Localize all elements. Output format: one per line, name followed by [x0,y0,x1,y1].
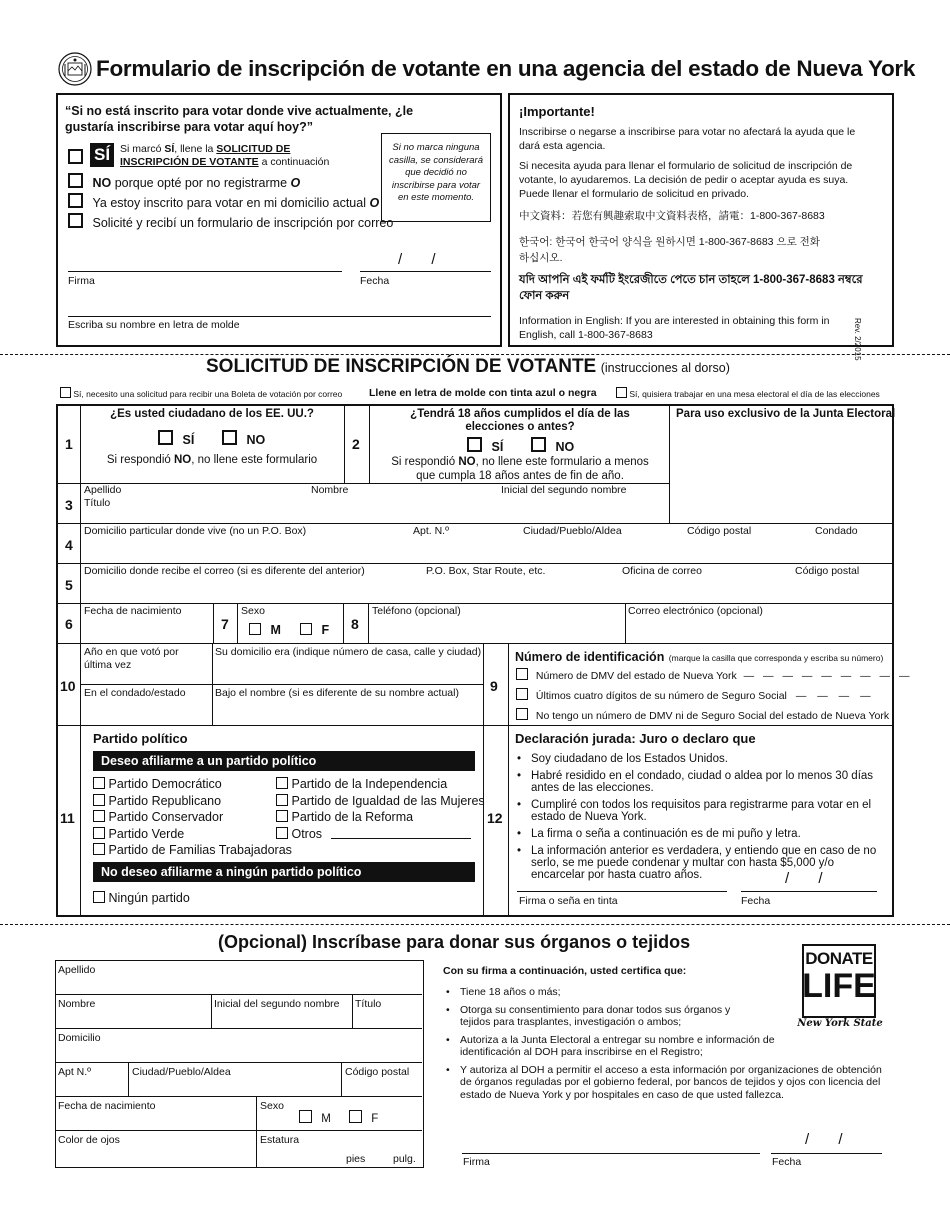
party-working-families[interactable]: Partido de Familias Trabajadoras [93,842,273,859]
party-womens-equality-checkbox[interactable] [276,794,288,806]
organ-apt-label: Apt N.º [58,1066,92,1078]
field-number-11: 11 [60,810,75,826]
citizen-no-checkbox[interactable] [222,430,237,445]
organ-eye-color-label: Color de ojos [58,1134,120,1146]
id-dmv-option[interactable]: Número de DMV del estado de Nueva York — — — — — — — — — [516,668,912,682]
organ-title: (Opcional) Inscríbase para donar sus órganos o tejidos [218,932,691,952]
affidavit-date-label: Fecha [741,895,771,907]
party-reform-checkbox[interactable] [276,810,288,822]
phone-label: Teléfono (opcional) [372,605,461,617]
age-no[interactable]: NO [531,437,574,454]
top-date-slashes: / / [398,251,436,268]
id-none-option[interactable]: No tengo un número de DMV ni de Seguro Social del estado de Nueva York [516,708,889,722]
requested-form-checkbox[interactable] [68,213,83,228]
revision-date: Rev. 2/2015 [853,318,862,361]
party-green[interactable]: Partido Verde [93,826,273,843]
organ-sex-f-checkbox[interactable] [349,1110,362,1123]
ny-state-seal-icon [58,52,92,86]
organ-dob-label: Fecha de nacimiento [58,1100,156,1112]
page-title: Formulario de inscripción de votante en una agencia del estado de Nueva York [96,56,916,81]
already-registered-option[interactable]: Ya estoy inscrito para votar en mi domicilio actual O [68,193,379,210]
poll-worker-checkbox[interactable] [616,387,627,398]
last-voted-label: Año en que votó por última vez [84,646,179,671]
age-yes[interactable]: SÍ [467,437,503,454]
citizen-no[interactable]: NO [222,430,265,447]
already-registered-checkbox[interactable] [68,193,83,208]
prev-name-label: Bajo el nombre (si es diferente de su nombre actual) [215,687,459,699]
donate-life-logo-bottom: New York State [797,1018,883,1029]
organ-sex-m[interactable]: M [299,1110,331,1125]
party-republican-checkbox[interactable] [93,794,105,806]
board-use-only: Para uso exclusivo de la Junta Electoral [676,408,896,420]
party-womens-equality[interactable]: Partido de Igualdad de las Mujeres [276,793,486,810]
party-reform[interactable]: Partido de la Reforma [276,809,486,826]
party-working-families-checkbox[interactable] [93,843,105,855]
party-left-list [93,776,292,859]
party-independence-checkbox[interactable] [276,777,288,789]
organ-sex-m-checkbox[interactable] [299,1110,312,1123]
certify-item: • Tiene 18 años o más; [446,986,791,999]
party-conservative-checkbox[interactable] [93,810,105,822]
organ-last-name-label: Apellido [58,964,96,976]
field-number-7: 7 [221,616,229,632]
affidavit-item: • La información anterior es verdadera, y entiendo que en caso de no serlo, se me puede condenar y multar con hasta $5,000 y/o encarcelar por hasta cuatro años. [517,845,885,881]
field-number-3: 3 [65,497,73,513]
apt-label: Apt. N.º [413,525,449,537]
organ-signature-label: Firma [463,1156,490,1168]
organ-sex-label: Sexo [260,1100,284,1112]
citizen-note: Si respondió NO, no llene este formulario [106,454,318,466]
party-bar: Deseo afiliarme a un partido político [93,751,475,771]
application-title: SOLICITUD DE INSCRIPCIÓN DE VOTANTE (instrucciones al dorso) [202,356,734,378]
absentee-option[interactable]: Sí, necesito una solicitud para recibir una Boleta de votación por correo [60,387,342,399]
id-dmv-checkbox[interactable] [516,668,528,680]
party-democratic[interactable]: Partido Democrático [93,776,273,793]
english-note: Information in English: If you are interested in obtaining this form in English, call 1-800-367-8683 [519,315,830,341]
party-green-checkbox[interactable] [93,827,105,839]
certify-item: • Y autoriza al DOH a permitir el acceso a esta información por organizaciones de obtención de órganos reguladas por el gobierno federal, por bancos de tejidos y ojos con licencia del estado de Nueva York y por hospitales en caso de que usted fallezca. [446,1064,891,1102]
county-label: Condado [815,525,858,537]
field-number-10: 10 [60,678,76,694]
home-address-label: Domicilio particular donde vive (no un P.O. Box) [84,525,307,537]
no-party-option[interactable]: Ningún partido [93,891,190,905]
party-title: Partido político [93,731,188,746]
organ-middle-initial-label: Inicial del segundo nombre [214,998,340,1010]
id-number-title: Número de identificación (marque la casilla que corresponda y escriba su número) [515,650,884,664]
post-office-label: Oficina de correo [622,565,702,577]
registration-question: “Si no está inscrito para votar donde vive actualmente, ¿le gustaría inscribirse para votar aquí hoy?” [65,104,414,134]
party-other[interactable]: Otros [276,826,486,843]
age-no-checkbox[interactable] [531,437,546,452]
field-number-9: 9 [490,678,498,694]
email-label: Correo electrónico (opcional) [628,605,763,617]
no-checkbox[interactable] [68,173,83,188]
organ-inches-label: pulg. [393,1153,416,1165]
affidavit-item: • Habré residido en el condado, ciudad o aldea por lo menos 30 días antes de las elecciones. [517,770,885,794]
party-democratic-checkbox[interactable] [93,777,105,789]
bengali-note: যদি আপনি এই ফর্মটি ইংরেজীতে পেতে চান তাহলে 1-800-367-8683 নম্বরে ফোন করুন [519,274,863,302]
certify-item: • Autoriza a la Junta Electoral a entregar su nombre e información de identificación al DOH para inscribirse en el Registro; [446,1034,791,1059]
field-number-2: 2 [352,436,360,452]
donate-life-logo-mid: LIFE [802,967,876,1005]
sex-f-checkbox[interactable] [300,623,312,635]
field-number-4: 4 [65,537,73,553]
organ-suffix-label: Título [355,998,382,1010]
po-box-label: P.O. Box, Star Route, etc. [426,565,546,577]
sex-label: Sexo [241,605,265,617]
field-number-5: 5 [65,577,73,593]
middle-initial-label: Inicial del segundo nombre [501,484,627,496]
field-number-1: 1 [65,436,73,452]
poll-worker-option[interactable]: Sí, quisiera trabajar en una mesa electoral el día de las elecciones [616,387,880,399]
field-number-8: 8 [351,616,359,632]
sex-f[interactable]: F [300,623,329,637]
age-note: Si respondió NO, no llene este formulario a menos que cumpla 18 años antes de fin de año. [391,456,649,482]
age-yes-checkbox[interactable] [467,437,482,452]
no-party-checkbox[interactable] [93,891,105,903]
citizen-question: ¿Es usted ciudadano de los EE. UU.? [110,408,314,420]
requested-form-option[interactable]: Solicité y recibí un formulario de inscripción por correo [68,213,393,230]
organ-sex-f[interactable]: F [349,1110,378,1125]
no-option[interactable]: NO porque opté por no registrarme O [68,173,300,190]
last-name-label: Apellido [84,484,122,496]
affidavit-date-slashes: / / [785,870,823,887]
chinese-note: 中文資料：若您有興趣索取中文資料表格，請電：1-800-367-8683 [519,210,825,222]
organ-city-label: Ciudad/Pueblo/Aldea [132,1066,231,1078]
organ-date-slashes: / / [805,1131,843,1148]
party-independence[interactable]: Partido de la Independencia [276,776,486,793]
korean-note: 한국어: 한국어 한국어 양식을 원하시면 1-800-367-8683 으로 전화 하십시오. [519,236,820,264]
zip-label: Código postal [687,525,752,537]
certify-heading: Con su firma a continuación, usted certifica que: [443,965,687,977]
affidavit-item: • La firma o seña a continuación es de mi puño y letra. [517,828,885,840]
party-right-list [276,776,486,842]
important-p2: Si necesita ayuda para llenar el formulario de solicitud de inscripción de votante, lo ayudaremos. La decisión de pedir o aceptar ayuda es suya. Puede llenar el formulario de solicitud en privado. [519,160,853,200]
id-none-checkbox[interactable] [516,708,528,720]
certify-item: • Otorga su consentimiento para donar todos sus órganos y tejidos para trasplantes, investigación o ambos; [446,1004,746,1029]
organ-date-label: Fecha [772,1156,802,1168]
fill-note: Llene en letra de molde con tinta azul o negra [369,387,597,399]
organ-first-name-label: Nombre [58,998,96,1010]
citizen-yes[interactable]: SÍ [158,430,194,447]
yes-instruction: Si marcó SÍ, llene la SOLICITUD DE INSCRIPCIÓN DE VOTANTE a continuación [120,143,330,168]
affidavit-title: Declaración jurada: Juro o declaro que [515,731,756,746]
donate-life-logo [796,944,884,1032]
organ-height-label: Estatura [260,1134,300,1146]
id-ssn-checkbox[interactable] [516,688,528,700]
top-date-label: Fecha [360,275,390,287]
print-name-label: Escriba su nombre en letra de molde [68,319,240,331]
cut-line-top [0,354,950,355]
prev-county-label: En el condado/estado [84,687,186,699]
field-number-12: 12 [487,810,503,826]
affidavit-item: • Cumpliré con todos los requisitos para registrarme para votar en el estado de Nueva York. [517,799,885,823]
organ-feet-label: pies [346,1153,366,1165]
organ-address-label: Domicilio [58,1032,101,1044]
no-party-bar: No deseo afiliarme a ningún partido político [93,862,475,882]
no-selection-note: Si no marca ninguna casilla, se considerará que decidió no inscribirse para votar en este momento. [381,133,491,222]
first-name-label: Nombre [311,484,349,496]
party-republican[interactable]: Partido Republicano [93,793,273,810]
top-signature-label: Firma [68,275,95,287]
zip2-label: Código postal [795,565,860,577]
citizen-yes-checkbox[interactable] [158,430,173,445]
important-p1: Inscribirse o negarse a inscribirse para votar no afectará la ayuda que le dará esta agencia. [519,126,856,152]
sex-m-checkbox[interactable] [249,623,261,635]
suffix-label: Título [84,497,111,509]
affidavit-item: • Soy ciudadano de los Estados Unidos. [517,753,885,765]
cut-line-bottom [0,924,950,925]
mail-address-label: Domicilio donde recibe el correo (si es diferente del anterior) [84,565,365,577]
sex-m[interactable]: M [249,623,281,637]
party-conservative[interactable]: Partido Conservador [93,809,273,826]
yes-checkbox[interactable] [68,149,83,164]
donate-life-logo-top: DONATE [805,949,873,968]
dob-label: Fecha de nacimiento [84,605,182,617]
affidavit-list [517,753,885,881]
organ-zip-label: Código postal [345,1066,410,1078]
absentee-checkbox[interactable] [60,387,71,398]
important-heading: ¡Importante! [519,104,595,119]
prev-address-label: Su domicilio era (indique número de casa, calle y ciudad) [215,646,482,658]
city-label: Ciudad/Pueblo/Aldea [523,525,622,537]
yes-badge: SÍ [90,143,114,167]
party-other-checkbox[interactable] [276,827,288,839]
ink-signature-label: Firma o seña en tinta [519,895,618,907]
field-number-6: 6 [65,616,73,632]
id-ssn-option[interactable]: Últimos cuatro dígitos de su número de Seguro Social — — — — [516,688,875,702]
age-question: ¿Tendrá 18 años cumplidos el día de las elecciones o antes? [410,408,630,433]
